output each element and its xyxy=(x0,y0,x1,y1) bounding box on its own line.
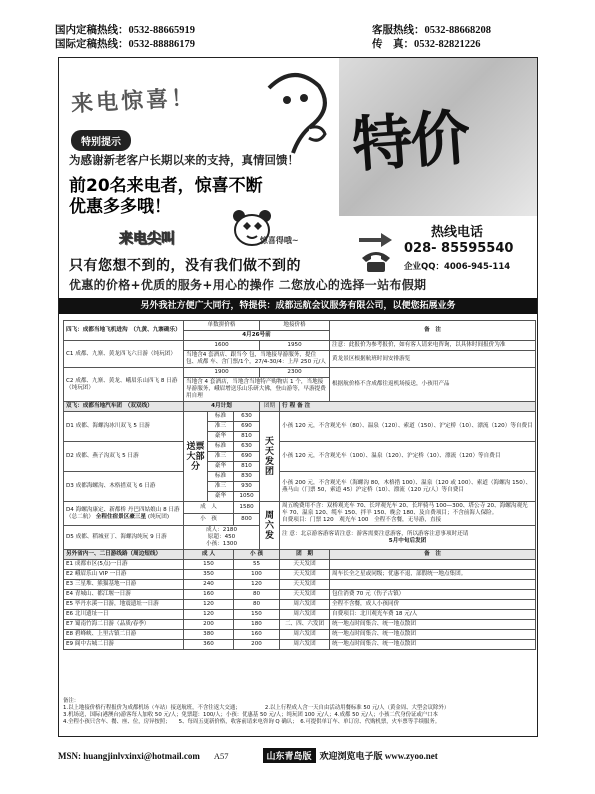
d2-price-lux: 810 xyxy=(234,462,260,472)
partner-strip: 另外我社方便广大同行，特提供：成都远航会议服务有限公司，以便您拓展业务 xyxy=(59,298,537,314)
tour-d2: D2 成都、燕子沟双飞 5 日游 xyxy=(64,442,184,472)
s3-note-head: 备 注 xyxy=(330,550,536,560)
big-sale-title: 特价 xyxy=(350,103,471,181)
trip-child-price: 180 xyxy=(234,620,280,630)
s2-head-date: 团期 xyxy=(260,402,280,412)
trip-row xyxy=(64,580,536,590)
page-header xyxy=(55,24,537,52)
trip-child-price: 120 xyxy=(234,580,280,590)
trip-row xyxy=(64,630,536,640)
d1-grade-std: 标准 xyxy=(208,412,234,422)
s2-head-note: 行 程 备 注 xyxy=(280,402,536,412)
trip-adult-price: 350 xyxy=(184,570,234,580)
tour-d1: D1 成都、海螺沟冰川双飞 5 日游 xyxy=(64,412,184,442)
promo-line-1: 前20名来电者，惊喜不断 xyxy=(69,176,263,196)
telephone-icon xyxy=(359,248,393,274)
trip-adult-price: 150 xyxy=(184,560,234,570)
trip-note: 统一地点时间集合、统一地点散团 xyxy=(330,620,536,630)
intl-hotline: 国际定稿热线：0532-88886179 xyxy=(55,39,195,50)
tour-c1: C1 成都、九寨、黄龙四飞六日游（纯玩团） xyxy=(64,341,184,368)
date-header: 4月26号前 xyxy=(184,331,330,341)
d4-sub: （总二航） xyxy=(66,513,94,520)
note-3: 根据航价格不含成都往返机场接送，小孩用产品 xyxy=(330,368,536,402)
footnotes xyxy=(63,698,535,726)
service-hotline: 客服热线：0532-88668208 xyxy=(372,25,491,36)
trip-row xyxy=(64,570,536,580)
smiley-icon xyxy=(249,68,339,158)
trip-adult-price: 120 xyxy=(184,600,234,610)
d1-grade-lux: 豪华 xyxy=(208,432,234,442)
trip-name: E9 阆中古城二日游 xyxy=(64,640,184,650)
trip-date: 周六发团 xyxy=(280,640,330,650)
page-number: A57 xyxy=(213,750,229,761)
d4-child-label: 小 孩 xyxy=(184,514,234,526)
ad-page xyxy=(58,57,538,737)
hotline-number: 028- 85595540 xyxy=(404,241,514,256)
d2-grade-std: 标准 xyxy=(208,442,234,452)
d2-note: 小孩 120 元，不含观光车（100）、温泉（120）、沪定桥（10）、漂流（120）等自费目 xyxy=(280,442,536,472)
service-slogan: 优惠的价格+优质的服务+用心的操作 二您放心的选择一站布假期 xyxy=(69,278,427,292)
trip-name: E1 成都市区(5点)一日游 xyxy=(64,560,184,570)
trip-child-price: 200 xyxy=(234,640,280,650)
d5-price-child: 小孩：1300 xyxy=(206,541,238,547)
footnote-3: 4.全程小孩只含车、餐、座、位，房异按照； 5、每周五更新价格，收客前请来电咨询 Q 确认； 6.可提供单订车、单订房、代购机票，火车票等手续服务。 xyxy=(63,719,441,725)
trip-name: E7 蜀南竹海二日游（品质/春季） xyxy=(64,620,184,630)
head-note: 备 注 xyxy=(330,321,536,341)
d4-adult-label: 成 人 xyxy=(184,502,234,514)
trip-name: E6 北川遗址一日 xyxy=(64,610,184,620)
trip-date: 二、四、六发团 xyxy=(280,620,330,630)
trip-child-price: 80 xyxy=(234,590,280,600)
trip-adult-price: 120 xyxy=(184,610,234,620)
trip-row xyxy=(64,560,536,570)
tour-d4 xyxy=(64,502,184,526)
c1-price-1: 1600 xyxy=(184,341,260,351)
trip-date: 周六发团 xyxy=(280,610,330,620)
tagline: 只有您想不到的，没有我们做不到的 xyxy=(69,258,301,274)
trip-date: 天天发团 xyxy=(280,560,330,570)
banner-title: 来电惊喜！ xyxy=(70,84,197,118)
welcome-link[interactable]: 欢迎浏览电子版 www.zyoo.net xyxy=(319,751,438,761)
promo-line-2: 优惠多多哦！ xyxy=(69,197,171,217)
special-notice-pill: 特别提示 xyxy=(71,130,131,151)
trip-child-price: 80 xyxy=(234,600,280,610)
trip-note: 统一地点时间集合、统一地点散团 xyxy=(330,630,536,640)
d5-price-extra: 原超：450 xyxy=(207,534,236,540)
head-price-1: 单数拼价格 xyxy=(184,321,260,331)
d1-note: 小孩 120 元，不含观光车（80）、温泉（120）、索道（150）、沪定桥（10）、漂流（120）等自费目 xyxy=(280,412,536,442)
trip-child-price: 150 xyxy=(234,610,280,620)
trip-adult-price: 160 xyxy=(184,590,234,600)
s2-head-plan: 4月计划 xyxy=(184,402,260,412)
d4-note xyxy=(280,502,536,526)
d5-price-adult: 成人：2180 xyxy=(206,527,238,533)
note-1: 注意：此报价为参考报价，如有客人请来电咨询，以具体时间报价为准 xyxy=(330,341,536,351)
trip-note: 周车长全之星或同级；优惠不退，部假统一地点集团。 xyxy=(330,570,536,580)
trip-row xyxy=(64,600,536,610)
trip-date: 周六发团 xyxy=(280,630,330,640)
trip-adult-price: 360 xyxy=(184,640,234,650)
trip-adult-price: 240 xyxy=(184,580,234,590)
trip-row xyxy=(64,640,536,650)
trip-date: 天天发团 xyxy=(280,570,330,580)
c1-detail: 当地含4 套酒店、跟当今 包，当地接导游服务，提住 包、成都 车、含门票/1个，27/4-30/4：上岸 250 元/人 xyxy=(184,351,330,368)
section-2-title: 双飞：成都当地汽车团 （双双线） xyxy=(64,402,184,412)
d3-price-3: 930 xyxy=(234,482,260,492)
tour-d3: D3 成都海螺沟、木格措双飞 6 日游 xyxy=(64,472,184,502)
d3-grade-lux: 豪华 xyxy=(208,492,234,502)
tianfa-vertical: 天天发团 xyxy=(260,412,280,502)
d4-adult-price: 1580 xyxy=(234,502,260,514)
tour-d5: D5 成都、稻城亚丁、海螺沟纯玩 9 日游 xyxy=(64,526,184,550)
s3-child-head: 小 孩 xyxy=(234,550,280,560)
promo-banner xyxy=(59,58,537,298)
d1-grade-3: 准三 xyxy=(208,422,234,432)
trip-date: 天天发团 xyxy=(280,580,330,590)
s3-adult-head: 成 人 xyxy=(184,550,234,560)
c2-price-2: 2300 xyxy=(260,368,330,378)
c1-price-2: 1950 xyxy=(260,341,330,351)
side-vertical: 送票大部分 xyxy=(184,412,208,502)
c2-detail: 当地含 4 套酒店，当地含当地特产购物店 1 个，当地接导游服务，峨眉增送乐山乐研大佛，登山游等，早游提费用自理 xyxy=(184,378,330,402)
d2-grade-lux: 豪华 xyxy=(208,462,234,472)
trip-date: 天天发团 xyxy=(280,590,330,600)
d4-child-price: 800 xyxy=(234,514,260,526)
d5-note-2: 5月中旬后发团 xyxy=(388,537,427,544)
trip-child-price: 55 xyxy=(234,560,280,570)
fax-number: 传 真：0532-82821226 xyxy=(372,39,481,50)
section-3-title: 另外省内一、二日游线路（周边短线） xyxy=(64,550,184,560)
call-now-text xyxy=(119,228,299,248)
footnote-0: 备注： xyxy=(63,698,80,704)
trip-note: 自费项目：北川观光车费 18 元/人 xyxy=(330,610,536,620)
trip-note xyxy=(330,580,536,590)
trip-name: E3 三星堆、熊猫基地一日游 xyxy=(64,580,184,590)
trip-note: 统一地点时间集合、统一地点散团 xyxy=(330,640,536,650)
d1-price-3: 690 xyxy=(234,422,260,432)
zhouliu-vertical: 周六发 xyxy=(260,502,280,550)
domestic-hotline: 国内定稿热线：0532-88665919 xyxy=(55,25,195,36)
note-2: 黄龙景区根据航班时间安排游览 xyxy=(330,351,536,368)
trip-row xyxy=(64,620,536,630)
trip-date: 周六发团 xyxy=(280,600,330,610)
trip-note: 全程不含餐，成人小孩同价 xyxy=(330,600,536,610)
d4-tag: (纯玩团) xyxy=(147,513,170,520)
section-1-title: 四飞：成都当地飞机进沟 （九黄、九寨确乐） xyxy=(64,321,184,341)
d3-price-std: 830 xyxy=(234,472,260,482)
d4-note-1: 周五晚费用不含：双桥观光车 70、长坪观光车 20、长坪骑马 100—300、塔公寺 20、海螺沟观光车 70、温泉 120、缆车 150、拌羊 150、晚会 180、及自费项目；不含前海人保险。 xyxy=(282,503,528,516)
trip-name: E8 碧峰峡、上里古镇二日游 xyxy=(64,630,184,640)
trip-row xyxy=(64,590,536,600)
d3-grade-3: 准三 xyxy=(208,482,234,492)
s3-date-head: 团 期 xyxy=(280,550,330,560)
trip-row xyxy=(64,610,536,620)
trip-adult-price: 200 xyxy=(184,620,234,630)
d1-price-lux: 810 xyxy=(234,432,260,442)
footnote-2: 3.机场送，国际(港澳台)游客每人加收 50 元/人；免票超：100/人；小孩：优惠基 50 元/人；纯玩团 100 元/人；4.成都 50 元/人；小孩二代身份证或户口本 xyxy=(63,712,438,718)
qq-number: 企业QQ：4006-945-114 xyxy=(404,262,511,272)
page-footer xyxy=(58,748,538,763)
trip-name: E5 毕丹水溪一日游，地震遗址一日游 xyxy=(64,600,184,610)
footnote-1: 1.以上地接价格行程报价为成都机场（车站）接送航班，不含往返大交通； 2.以上行程成人含一天自由活动用餐标准 50 元/人（黄金周、大型会议除外） xyxy=(63,705,450,711)
trip-note: 包住消费 70 元（伤子古镇） xyxy=(330,590,536,600)
d4-note-2: 自费项目：门票 120 观光车 100 全程不含餐，无导游，直接 xyxy=(282,517,442,523)
tour-c2: C2 成都、九寨、黄龙、峨眉乐山四飞 8 日游（纯玩团） xyxy=(64,368,184,402)
trip-child-price: 100 xyxy=(234,570,280,580)
d1-price-std: 630 xyxy=(234,412,260,422)
c2-price-1: 1900 xyxy=(184,368,260,378)
call-now-sub: 惊喜得哦~ xyxy=(259,236,299,245)
d4-sub2: 全程住宿景区豪三星 xyxy=(95,513,147,520)
hotline-label: 热线电话 xyxy=(431,225,484,240)
d2-price-std: 630 xyxy=(234,442,260,452)
head-price-2: 地接价格 xyxy=(260,321,330,331)
d2-grade-3: 准三 xyxy=(208,452,234,462)
d2-price-3: 690 xyxy=(234,452,260,462)
tour-price-table xyxy=(63,320,535,650)
trip-adult-price: 380 xyxy=(184,630,234,640)
d4-title: D4 海螺沟康定、新都桥 丹巴四姑娘山 8 日游 xyxy=(66,506,180,513)
d3-note: 小孩 200 元，不含观光车（海螺沟 80，木格措 100）、温泉（120 或 100）、索道（海螺沟 150）、燕马山（门票 50，索道 45）沪定桥（10）、漂流（120 元/人）等自费目 xyxy=(280,472,536,502)
trip-child-price: 160 xyxy=(234,630,280,640)
trip-name: E4 青城山、都江堰一日游 xyxy=(64,590,184,600)
call-now-main: 来电尖叫 xyxy=(119,231,175,247)
thanks-text: 为感谢新老客户长期以来的支持，真情回馈！ xyxy=(69,153,299,167)
d3-grade-std: 标准 xyxy=(208,472,234,482)
trip-rows xyxy=(64,560,536,650)
d5-prices xyxy=(184,526,260,550)
d5-note xyxy=(280,526,536,550)
d3-price-lux: 1050 xyxy=(234,492,260,502)
edition-badge: 山东青岛版 xyxy=(263,748,316,763)
trip-name: E2 峨眉乐山 VIP 一日游 xyxy=(64,570,184,580)
msn-contact: MSN: huangjinlvxinxi@hotmail.com xyxy=(58,750,200,761)
d5-note-1: 注 意：北京游客游客请注意：游客需要注意游客，所以游客注意事项时还请 xyxy=(282,530,469,537)
trip-note xyxy=(330,560,536,570)
arrow-right-icon xyxy=(357,232,393,248)
